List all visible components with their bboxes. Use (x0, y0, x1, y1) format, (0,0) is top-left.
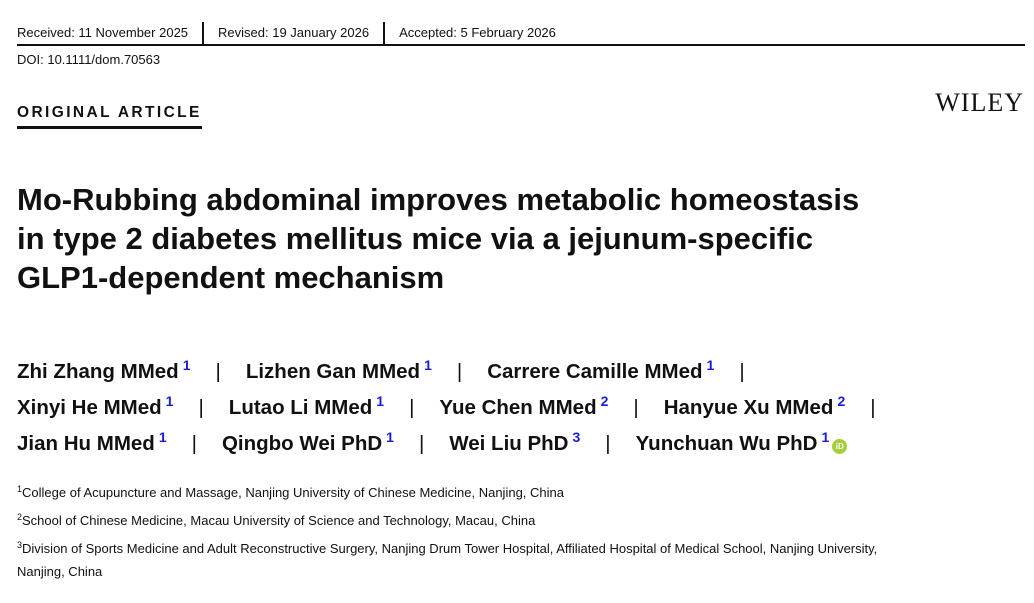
author-name[interactable] (439, 393, 609, 420)
title-line: Mo-Rubbing abdominal improves metabolic homeostasis (17, 182, 860, 217)
article-dates-bar (17, 22, 1025, 46)
author-name[interactable] (487, 357, 715, 384)
section-label: ORIGINAL ARTICLE (17, 104, 202, 129)
author-separator: | (739, 360, 745, 383)
affiliation-link[interactable]: 3 (572, 429, 581, 445)
revised-date: Revised: 19 January 2026 (218, 25, 370, 40)
author-name[interactable] (449, 429, 581, 456)
affiliation-item (17, 510, 1022, 533)
author-separator: | (633, 396, 639, 419)
author-name[interactable] (17, 357, 191, 384)
affiliation-link[interactable]: 2 (600, 393, 609, 409)
author-name-text: Yunchuan Wu PhD (635, 432, 818, 455)
affiliation-link[interactable]: 1 (376, 393, 385, 409)
affiliation-item (17, 538, 1022, 582)
date-divider (202, 22, 204, 46)
author-name[interactable] (17, 429, 167, 456)
author-name[interactable] (221, 429, 394, 456)
author-name[interactable] (17, 393, 174, 420)
affiliation-link[interactable]: 1 (158, 429, 167, 445)
author-name[interactable] (635, 429, 848, 456)
author-name-text: Lutao Li MMed (228, 396, 373, 419)
affiliation-number: 1 (17, 484, 23, 494)
affiliation-text: School of Chinese Medicine, Macau University of Science and Technology, Macau, China (22, 513, 536, 528)
affiliation-item (17, 482, 1022, 505)
author-name-text: Jian Hu MMed (17, 432, 155, 455)
affiliation-link[interactable]: 1 (706, 357, 715, 373)
author-separator: | (198, 396, 204, 419)
author-line (17, 393, 1022, 432)
affiliation-link[interactable]: 2 (837, 393, 846, 409)
author-separator: | (215, 360, 221, 383)
affiliation-link[interactable]: 1 (424, 357, 432, 373)
received-date: Received: 11 November 2025 (17, 25, 189, 40)
doi-link[interactable]: DOI: 10.1111/dom.70563 (17, 52, 161, 67)
affiliation-text-continuation: Nanjing, China (17, 564, 103, 579)
title-line: in type 2 diabetes mellitus mice via a jejunum-specific (17, 221, 813, 256)
affiliation-link[interactable]: 1 (386, 429, 394, 445)
affiliation-link[interactable]: 1 (165, 393, 174, 409)
date-divider (383, 22, 385, 46)
affiliation-text: Division of Sports Medicine and Adult Reconstructive Surgery, Nanjing Drum Tower Hospital, Affiliated Hospital of Medical School, Nanjing University, (22, 541, 878, 556)
author-name-text: Wei Liu PhD (449, 432, 569, 455)
title-line: GLP1-dependent mechanism (17, 260, 445, 295)
author-name-text: Yue Chen MMed (439, 396, 597, 419)
affiliation-text: College of Acupuncture and Massage, Nanjing University of Chinese Medicine, Nanjing, China (22, 485, 564, 500)
publisher-logo: WILEY (935, 88, 1024, 117)
author-separator: | (456, 360, 463, 383)
author-name-text: Qingbo Wei PhD (221, 432, 383, 455)
author-name[interactable] (245, 357, 432, 384)
article-title (17, 180, 977, 297)
author-separator: | (409, 396, 415, 419)
author-name-text: Carrere Camille MMed (487, 360, 703, 383)
author-line (17, 429, 1022, 468)
author-name-text: Zhi Zhang MMed (17, 360, 179, 383)
author-separator: | (605, 432, 611, 455)
accepted-date: Accepted: 5 February 2026 (399, 25, 556, 40)
author-name-text: Lizhen Gan MMed (245, 360, 421, 383)
author-line (17, 357, 1022, 396)
author-name-text: Hanyue Xu MMed (663, 396, 834, 419)
author-name-text: Xinyi He MMed (17, 396, 162, 419)
author-separator: | (418, 432, 425, 455)
author-list (17, 357, 1022, 468)
orcid-icon[interactable]: iD (832, 439, 847, 454)
author-name[interactable] (663, 393, 846, 420)
affiliation-number: 2 (17, 512, 23, 522)
affiliation-link[interactable]: 1 (182, 357, 191, 373)
author-name[interactable] (228, 393, 385, 420)
author-separator: | (191, 432, 197, 455)
affiliation-link[interactable]: 1 (821, 429, 830, 445)
author-separator: | (870, 396, 876, 419)
affiliation-number: 3 (17, 540, 23, 550)
